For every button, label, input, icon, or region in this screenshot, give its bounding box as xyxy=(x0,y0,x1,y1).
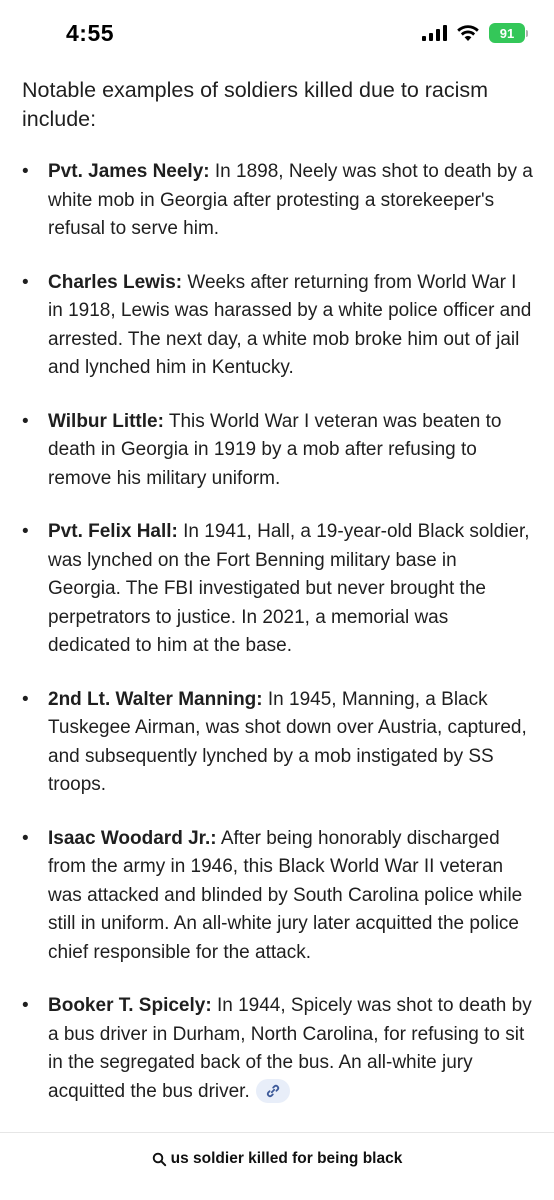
source-link-button[interactable] xyxy=(256,1079,290,1103)
list-item xyxy=(22,992,534,1106)
status-time: 4:55 xyxy=(66,20,115,46)
bullet: • xyxy=(22,995,29,1016)
bullet: • xyxy=(22,161,29,182)
item-name: Charles Lewis: xyxy=(48,271,183,293)
item-text: This World War I veteran was beaten to death in Georgia in 1919 by a mob after refusing to remove his military uniform. xyxy=(48,410,502,489)
wifi-icon xyxy=(456,24,480,42)
item-text: In 1941, Hall, a 19-year-old Black soldier, was lynched on the Fort Benning military base in Georgia. The FBI investigated but never brought the perpetrators to justice. In 2021, a memorial was dedicated to him at the base. xyxy=(48,521,530,656)
list-item xyxy=(22,408,534,494)
bullet: • xyxy=(22,410,29,432)
link-icon xyxy=(265,1083,281,1099)
list-item xyxy=(22,518,534,661)
item-text: Weeks after returning from World War I in 1918, Lewis was harassed by a white police officer and arrested. The next day, a white mob broke him out of jail and lynched him in Kentucky. xyxy=(48,271,532,378)
status-icons xyxy=(422,21,528,45)
list-item xyxy=(22,825,534,968)
item-name: Isaac Woodard Jr.: xyxy=(48,827,217,849)
item-text: In 1945, Manning, a Black Tuskegee Airman, was shot down over Austria, captured, and subsequently lynched by a mob instigated by SS troops. xyxy=(48,688,527,795)
answer-content xyxy=(22,76,534,1131)
item-name: Booker T. Spicely: xyxy=(48,995,212,1016)
item-name: Pvt. Felix Hall: xyxy=(48,521,178,542)
item-text: In 1898, Neely was shot to death by a white mob in Georgia after protesting a storekeeper's refusal to serve him. xyxy=(48,161,533,239)
bottom-search-bar[interactable] xyxy=(0,1132,554,1200)
intro-text: Notable examples of soldiers killed due to racism include: xyxy=(22,78,489,131)
item-name: 2nd Lt. Walter Manning: xyxy=(48,688,263,710)
search-icon xyxy=(152,1152,167,1167)
list-item xyxy=(22,158,534,244)
bullet: • xyxy=(22,521,29,542)
search-query-text: us soldier killed for being black xyxy=(170,1150,403,1167)
item-name: Wilbur Little: xyxy=(48,410,164,432)
list-item xyxy=(22,269,534,383)
item-text: After being honorably discharged from the army in 1946, this Black World War II veteran was attacked and blinded by South Carolina police while still in uniform. An all-white jury later acquitted the police chief responsible for the attack. xyxy=(48,827,523,963)
list-item xyxy=(22,686,534,800)
bullet: • xyxy=(22,688,29,710)
item-text: In 1944, Spicely was shot to death by a bus driver in Durham, North Carolina, for refusing to sit in the segregated back of the bus. An all-white jury acquitted the bus driver. xyxy=(48,995,532,1102)
cellular-signal-icon xyxy=(422,25,447,41)
battery-icon xyxy=(489,23,528,43)
bullet: • xyxy=(22,827,29,849)
status-bar xyxy=(0,0,554,66)
battery-level: 91 xyxy=(489,23,525,43)
search-query[interactable] xyxy=(0,1150,554,1168)
item-name: Pvt. James Neely: xyxy=(48,161,210,182)
bullet: • xyxy=(22,271,29,293)
